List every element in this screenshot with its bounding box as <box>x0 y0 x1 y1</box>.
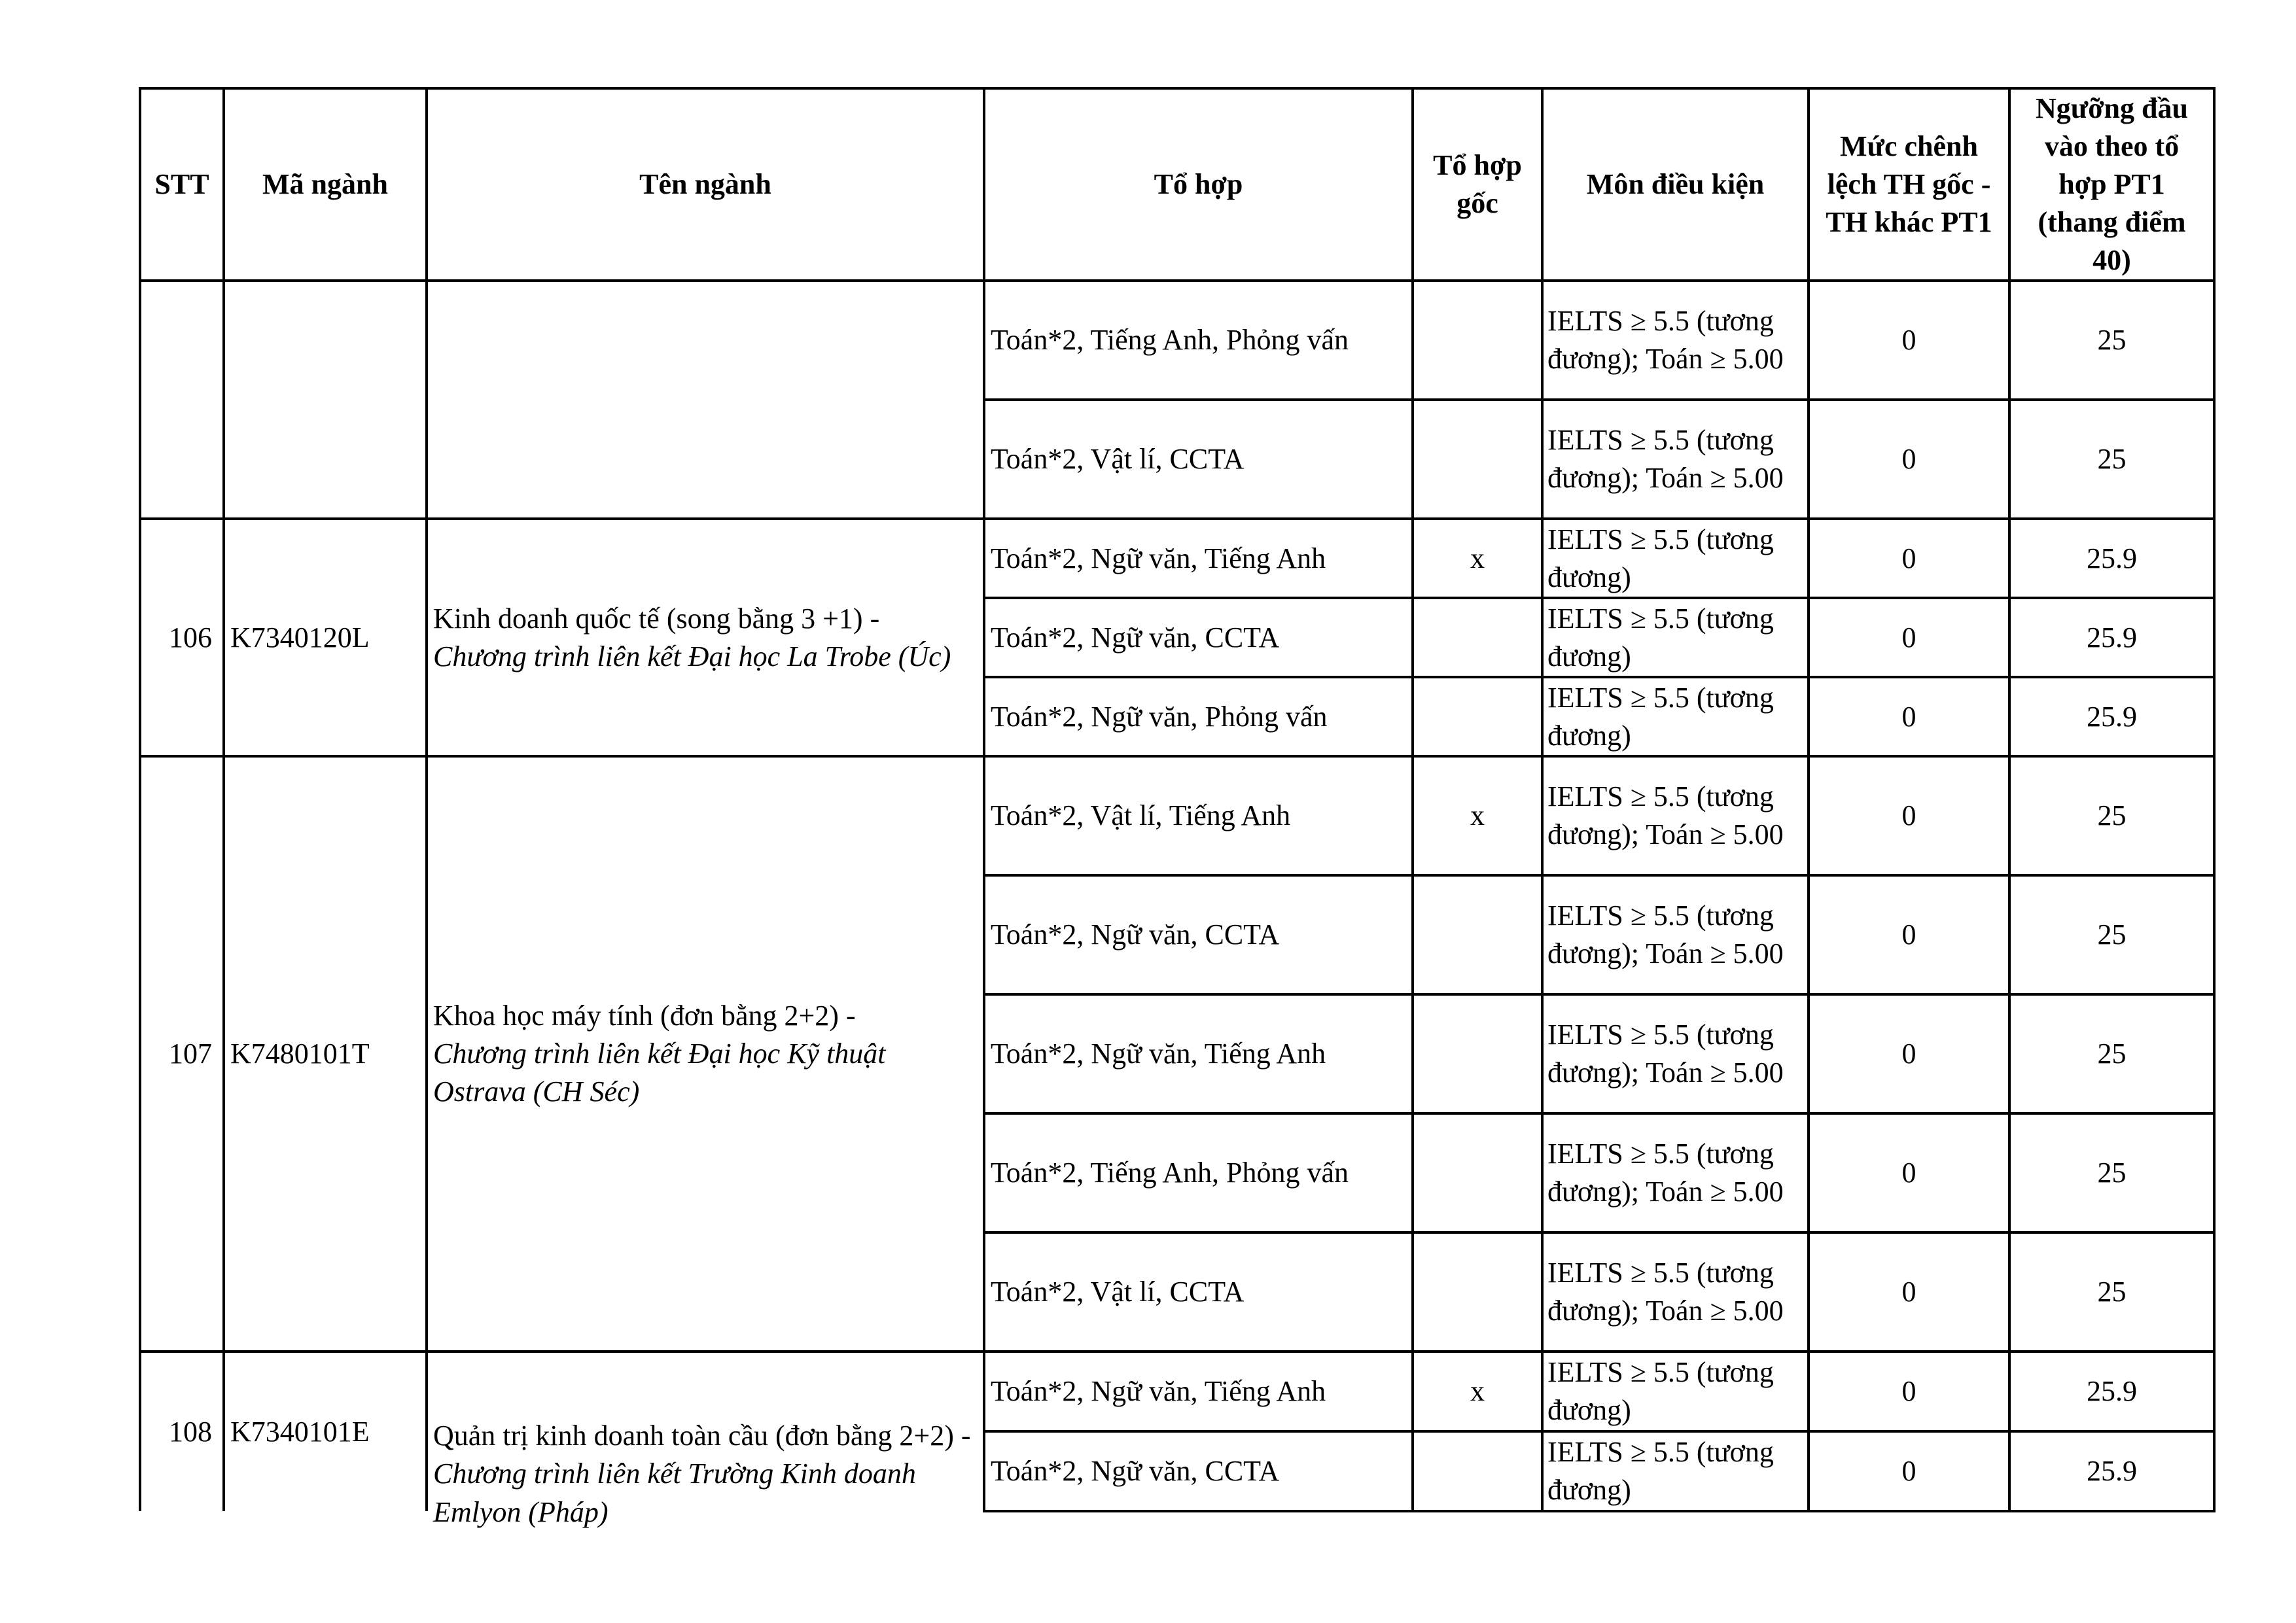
table-row <box>140 1352 2214 1431</box>
dieu-kien-cell: IELTS ≥ 5.5 (tương đương); Toán ≥ 5.00 <box>1542 994 1809 1113</box>
to-hop-goc-cell <box>1413 1232 1542 1352</box>
to-hop-goc-cell <box>1413 598 1542 677</box>
ten-nganh-text: Quản trị kinh doanh toàn cầu (đơn bằng 2+2) - <box>433 1420 971 1452</box>
stt-cell: 106 <box>140 519 224 756</box>
chenh-lech-cell: 0 <box>1809 756 2009 875</box>
dieu-kien-cell: IELTS ≥ 5.5 (tương đương); Toán ≥ 5.00 <box>1542 1113 1809 1232</box>
chenh-lech-cell: 0 <box>1809 677 2009 756</box>
table-row <box>140 519 2214 598</box>
dieu-kien-cell: IELTS ≥ 5.5 (tương đương); Toán ≥ 5.00 <box>1542 1232 1809 1352</box>
ten-nganh-cell <box>427 756 984 1352</box>
ten-nganh-text: Kinh doanh quốc tế (song bằng 3 +1) - <box>433 602 880 635</box>
to-hop-cell: Toán*2, Tiếng Anh, Phỏng vấn <box>984 281 1413 400</box>
chenh-lech-cell: 0 <box>1809 400 2009 519</box>
nguong-cell: 25 <box>2009 875 2214 994</box>
chenh-lech-cell: 0 <box>1809 281 2009 400</box>
nguong-cell: 25 <box>2009 756 2214 875</box>
stt-cell-empty <box>140 281 224 519</box>
to-hop-goc-cell <box>1413 1113 1542 1232</box>
to-hop-cell: Toán*2, Ngữ văn, Tiếng Anh <box>984 1352 1413 1431</box>
chenh-lech-cell: 0 <box>1809 875 2009 994</box>
ma-nganh-cell: K7480101T <box>224 756 427 1352</box>
ma-cell-empty <box>224 281 427 519</box>
ten-nganh-text: Khoa học máy tính (đơn bằng 2+2) - <box>433 1000 856 1032</box>
nguong-cell: 25 <box>2009 400 2214 519</box>
header-muc-chenh-lech: Mức chênh lệch TH gốc - TH khác PT1 <box>1809 88 2009 281</box>
to-hop-goc-cell: x <box>1413 519 1542 598</box>
dieu-kien-cell: IELTS ≥ 5.5 (tương đương) <box>1542 598 1809 677</box>
dieu-kien-cell: IELTS ≥ 5.5 (tương đương); Toán ≥ 5.00 <box>1542 875 1809 994</box>
nguong-cell: 25.9 <box>2009 598 2214 677</box>
to-hop-cell: Toán*2, Ngữ văn, CCTA <box>984 1431 1413 1511</box>
table-row <box>140 756 2214 875</box>
ma-nganh-cell: K7340120L <box>224 519 427 756</box>
nguong-cell: 25.9 <box>2009 1352 2214 1431</box>
dieu-kien-cell: IELTS ≥ 5.5 (tương đương); Toán ≥ 5.00 <box>1542 281 1809 400</box>
header-stt: STT <box>140 88 224 281</box>
ten-cell-empty <box>427 281 984 519</box>
dieu-kien-cell: IELTS ≥ 5.5 (tương đương) <box>1542 1352 1809 1431</box>
to-hop-goc-cell <box>1413 281 1542 400</box>
dieu-kien-cell: IELTS ≥ 5.5 (tương đương) <box>1542 1431 1809 1511</box>
nguong-cell: 25 <box>2009 281 2214 400</box>
header-nguong: Ngưỡng đầu vào theo tổ hợp PT1 (thang điểm 40) <box>2009 88 2214 281</box>
to-hop-cell: Toán*2, Ngữ văn, CCTA <box>984 598 1413 677</box>
dieu-kien-cell: IELTS ≥ 5.5 (tương đương); Toán ≥ 5.00 <box>1542 400 1809 519</box>
to-hop-cell: Toán*2, Ngữ văn, Tiếng Anh <box>984 994 1413 1113</box>
nguong-cell: 25 <box>2009 1232 2214 1352</box>
to-hop-goc-cell <box>1413 1431 1542 1511</box>
header-mon-dieu-kien: Môn điều kiện <box>1542 88 1809 281</box>
admission-table <box>139 87 2216 1528</box>
to-hop-goc-cell <box>1413 677 1542 756</box>
chenh-lech-cell: 0 <box>1809 1352 2009 1431</box>
header-ma-nganh: Mã ngành <box>224 88 427 281</box>
ten-nganh-cell <box>427 519 984 756</box>
ten-nganh-cell <box>427 1352 984 1528</box>
ten-nganh-lien-ket: Chương trình liên kết Đại học Kỹ thuật Ostrava (CH Séc) <box>433 1038 886 1108</box>
dieu-kien-cell: IELTS ≥ 5.5 (tương đương) <box>1542 519 1809 598</box>
to-hop-cell: Toán*2, Tiếng Anh, Phỏng vấn <box>984 1113 1413 1232</box>
nguong-cell: 25.9 <box>2009 677 2214 756</box>
to-hop-goc-cell <box>1413 400 1542 519</box>
to-hop-goc-cell: x <box>1413 1352 1542 1431</box>
nguong-cell: 25 <box>2009 994 2214 1113</box>
to-hop-cell: Toán*2, Vật lí, Tiếng Anh <box>984 756 1413 875</box>
chenh-lech-cell: 0 <box>1809 1431 2009 1511</box>
to-hop-cell: Toán*2, Vật lí, CCTA <box>984 1232 1413 1352</box>
header-row <box>140 88 2214 281</box>
stt-cell: 108 <box>140 1352 224 1511</box>
to-hop-cell: Toán*2, Vật lí, CCTA <box>984 400 1413 519</box>
to-hop-goc-cell: x <box>1413 756 1542 875</box>
table-row <box>140 281 2214 400</box>
to-hop-cell: Toán*2, Ngữ văn, Tiếng Anh <box>984 519 1413 598</box>
ma-nganh-cell: K7340101E <box>224 1352 427 1511</box>
ten-nganh-lien-ket: Chương trình liên kết Trường Kinh doanh Emlyon (Pháp) <box>433 1457 916 1528</box>
header-ten-nganh: Tên ngành <box>427 88 984 281</box>
chenh-lech-cell: 0 <box>1809 1113 2009 1232</box>
to-hop-goc-cell <box>1413 994 1542 1113</box>
nguong-cell: 25.9 <box>2009 519 2214 598</box>
header-to-hop: Tổ hợp <box>984 88 1413 281</box>
stt-cell: 107 <box>140 756 224 1352</box>
dieu-kien-cell: IELTS ≥ 5.5 (tương đương); Toán ≥ 5.00 <box>1542 756 1809 875</box>
dieu-kien-cell: IELTS ≥ 5.5 (tương đương) <box>1542 677 1809 756</box>
to-hop-cell: Toán*2, Ngữ văn, Phỏng vấn <box>984 677 1413 756</box>
nguong-cell: 25.9 <box>2009 1431 2214 1511</box>
to-hop-cell: Toán*2, Ngữ văn, CCTA <box>984 875 1413 994</box>
chenh-lech-cell: 0 <box>1809 598 2009 677</box>
ten-nganh-lien-ket: Chương trình liên kết Đại học La Trobe (Úc) <box>433 640 951 672</box>
chenh-lech-cell: 0 <box>1809 519 2009 598</box>
nguong-cell: 25 <box>2009 1113 2214 1232</box>
chenh-lech-cell: 0 <box>1809 994 2009 1113</box>
header-to-hop-goc: Tổ hợp gốc <box>1413 88 1542 281</box>
chenh-lech-cell: 0 <box>1809 1232 2009 1352</box>
to-hop-goc-cell <box>1413 875 1542 994</box>
